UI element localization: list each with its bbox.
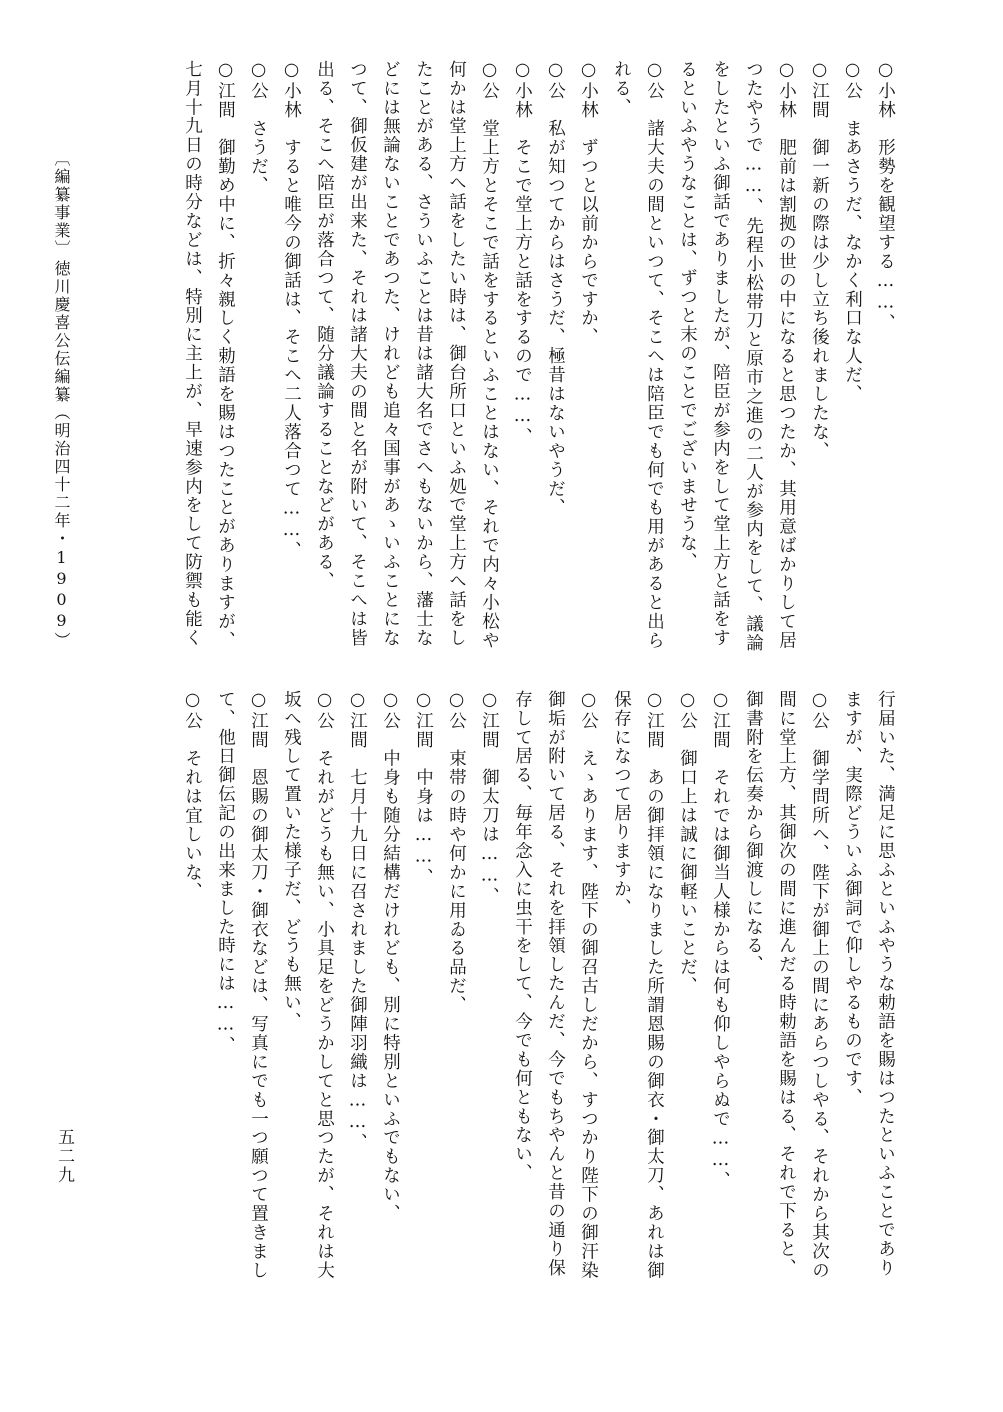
text-line: ○小林 すると唯今の御話は、そこへ二人落合つて……、: [281, 60, 302, 561]
text-line: 御垢が附いて居る、それを拝領したんだ、今でもちやんと昔の通り保: [545, 690, 566, 1278]
text-line: 存して居る、毎年念入に虫干をして、今でも何ともない、: [512, 690, 533, 1183]
text-line: ○江間 恩賜の御太刀・御衣などは、写真にでも一つ願つて置きまし: [248, 690, 269, 1280]
text-line: ○公 堂上方とそこで話をするといふことはない、それで内々小松や: [479, 60, 500, 650]
text-line: 七月十九日の時分などは、特別に主上が、早速参内をして防禦も能く: [182, 60, 203, 648]
text-line: ○小林 肥前は割拠の世の中になると思つたか、其用意ばかりして居: [776, 60, 797, 650]
text-line: どには無論ないことであつた、けれども追々国事があゝいふことにな: [380, 60, 401, 648]
text-line: 坂へ残して置いた様子だ、どうも無い、: [281, 690, 302, 1032]
text-line: ○公 まあさうだ、なかく利口な人だ、: [842, 60, 863, 404]
text-line: ○江間 あの御拝領になりました所謂恩賜の御衣・御太刀、あれは御: [644, 690, 665, 1280]
text-line: ○江間 御勤め中に、折々親しく勅語を賜はつたことがありますが、: [215, 60, 236, 650]
section-label: 〔編纂事業〕: [52, 150, 71, 258]
text-line: つて、御仮建が出来た、それは諸大夫の間と名が附いて、そこへは皆: [347, 60, 368, 648]
text-line: ○小林 形勢を観望する……、: [875, 60, 896, 333]
text-line: 御書附を伝奏から御渡しになる、: [743, 690, 764, 975]
text-line: ○江間 七月十九日に召されました御陣羽織は……、: [347, 690, 368, 1153]
source-title: 徳川慶喜公伝編纂（明治四十二年・1909）: [52, 260, 71, 650]
text-line: 間に堂上方、其御次の間に進んだる時勅語を賜はる、それで下ると、: [776, 690, 797, 1278]
text-line: ○公 御学問所へ、陛下が御上の間にあらつしやる、それから其次の: [809, 690, 830, 1280]
text-line: 出る、そこへ陪臣が落合つて、随分議論することなどがある、: [314, 60, 335, 591]
text-line: ○公 諸大夫の間といつて、そこへは陪臣でも何でも用があると出ら: [644, 60, 665, 650]
text-line: ○小林 ずつと以前からですか、: [578, 60, 599, 347]
text-line: ○公 それは宜しいな、: [182, 690, 203, 901]
text-line: ○江間 中身は……、: [413, 690, 434, 887]
text-line: ○公 さうだ、: [248, 60, 269, 196]
text-line: ますが、実際どういふ御詞で仰しやるものです、: [842, 690, 863, 1107]
page-number: 五二九: [54, 1128, 74, 1185]
text-line: ○小林 そこで堂上方と話をするので……、: [512, 60, 533, 447]
text-line: ○公 それがどうも無い、小具足をどうかしてと思つたが、それは大: [314, 690, 335, 1280]
text-line: ○江間 それでは御当人様からは何も仰しやらぬで……、: [710, 690, 731, 1191]
text-line: たことがある、さういふことは昔は諸大名でさへもないから、藩士な: [413, 60, 434, 648]
text-line: つたやうで……、先程小松帯刀と原市之進の二人が参内をして、議論: [743, 60, 764, 653]
text-line: 何かは堂上方へ話をしたい時は、御台所口といふ処で堂上方へ話をし: [446, 60, 467, 648]
text-line: をしたといふ御話でありましたが、陪臣が参内をして堂上方と話をす: [710, 60, 731, 648]
text-line: 保存になつて居りますか、: [611, 690, 632, 918]
text-line: ○公 えゝあります、陛下の御召古しだから、すつかり陛下の御汗染: [578, 690, 599, 1280]
text-line: ○公 束帯の時や何かに用ゐる品だ、: [446, 690, 467, 1015]
text-line: ○江間 御太刀は……、: [479, 690, 500, 906]
text-line: れる、: [611, 60, 632, 117]
text-line: ○公 御口上は誠に御軽いことだ、: [677, 690, 698, 996]
text-line: ○公 私が知つてからはさうだ、極昔はないやうだ、: [545, 60, 566, 518]
text-line: ○公 中身も随分結構だけれども、別に特別といふでもない、: [380, 690, 401, 1224]
text-line: るといふやうなことは、ずつと末のことでございませうな、: [677, 60, 698, 572]
text-line: ○江間 御一新の際は少し立ち後れましたな、: [809, 60, 830, 461]
text-line: 行届いた、満足に思ふといふやうな勅語を賜はつたといふことであり: [875, 690, 896, 1278]
text-line: て、他日御伝記の出来ました時には……、: [215, 690, 236, 1056]
